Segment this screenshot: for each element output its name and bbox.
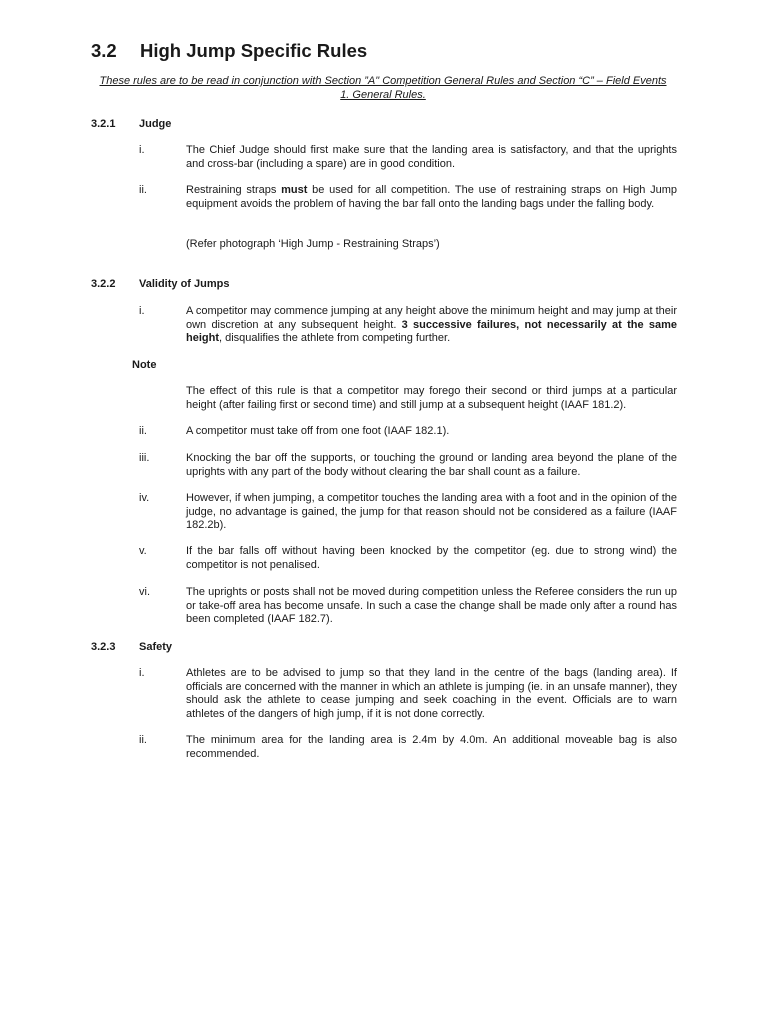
list-item-text: A competitor must take off from one foot (IAAF 182.1).	[186, 425, 450, 437]
list-item	[139, 238, 677, 252]
subsection-heading-judge	[91, 118, 171, 130]
list-marker: vi.	[139, 586, 150, 598]
subsection-heading-validity	[91, 278, 229, 290]
list-marker: ii.	[139, 425, 147, 437]
list-marker: i.	[139, 305, 145, 317]
note-heading: Note	[132, 359, 157, 371]
subsection-title: Safety	[139, 641, 173, 653]
list-item	[139, 184, 677, 211]
list-item	[139, 144, 677, 171]
subsection-number: 3.2.1	[91, 118, 116, 130]
list-marker: ii.	[139, 734, 147, 746]
subsection-number: 3.2.3	[91, 641, 116, 653]
list-marker: ii.	[139, 184, 147, 196]
list-marker: i.	[139, 667, 145, 679]
emphasis-text: must	[281, 184, 308, 196]
list-item-text: The Chief Judge should first make sure that the landing area is satisfactory, and that the uprights and cross-bar (including a spare) are in good condition.	[186, 144, 677, 170]
section-title: High Jump Specific Rules	[140, 40, 368, 61]
list-item	[139, 667, 677, 721]
list-item	[139, 425, 677, 439]
note-text: The effect of this rule is that a competitor may forego their second or third jumps at a particular height (after failing first or second time) and still jump at a subsequent height (IAAF 181.2).	[186, 385, 677, 411]
list-marker: v.	[139, 545, 147, 557]
page-title	[91, 40, 367, 62]
intro-note: These rules are to be read in conjunction with Section ”A" Competition General Rules and Section “C” – Field Events 1. General Rules.	[99, 75, 667, 101]
list-item-text: Restraining straps must be used for all competition. The use of restraining straps on High Jump equipment avoids the problem of having the bar fall onto the landing bags under the falling body.	[186, 184, 678, 210]
list-item	[139, 452, 677, 479]
reference-note: (Refer photograph ‘High Jump - Restraining Straps’)	[186, 238, 440, 250]
list-item-text: However, if when jumping, a competitor touches the landing area with a foot and in the opinion of the judge, no advantage is gained, the jump for that reason should not be considered as a failure (IAAF 182.2b).	[186, 492, 677, 531]
list-item-text: The minimum area for the landing area is 2.4m by 4.0m. An additional moveable bag is also recommended.	[186, 734, 677, 760]
list-item	[139, 305, 677, 346]
list-marker: iv.	[139, 492, 150, 504]
list-item-text: If the bar falls off without having been knocked by the competitor (eg. due to strong wind) the competitor is not penalised.	[186, 545, 677, 571]
list-item	[139, 734, 677, 761]
subsection-title: Validity of Jumps	[139, 278, 230, 290]
list-item-text: A competitor may commence jumping at any height above the minimum height and may jump at their own discretion at any subsequent height. 3 successive failures, not necessarily at the same height, disqualifies the athlete from competing further.	[186, 305, 677, 344]
list-item	[139, 492, 677, 533]
list-item-text: Knocking the bar off the supports, or touching the ground or landing area beyond the plane of the uprights with any part of the body without clearing the bar shall count as a failure.	[186, 452, 677, 478]
list-item-text: The uprights or posts shall not be moved during competition unless the Referee considers the run up or take-off area has become unsafe. In such a case the change shall be made only after a round has been completed (IAAF 182.7).	[186, 586, 677, 625]
subsection-number: 3.2.2	[91, 278, 116, 290]
emphasis-text: 3 successive failures, not necessarily at the same height	[186, 318, 677, 344]
subsection-title: Judge	[139, 118, 172, 130]
list-marker: iii.	[139, 452, 150, 464]
note-paragraph	[139, 385, 677, 412]
list-item	[139, 545, 677, 572]
section-number: 3.2	[91, 40, 117, 61]
list-marker: i.	[139, 144, 145, 156]
list-item	[139, 586, 677, 627]
subsection-heading-safety	[91, 641, 172, 653]
list-item-text: Athletes are to be advised to jump so that they land in the centre of the bags (landing area). If officials are concerned with the manner in which an athlete is jumping (ie. in an unsafe manner), they should ask the athlete to cease jumping and seek coaching in the event. Officials are to warn athletes of the dangers of high jump, if it is not done correctly.	[186, 667, 677, 720]
